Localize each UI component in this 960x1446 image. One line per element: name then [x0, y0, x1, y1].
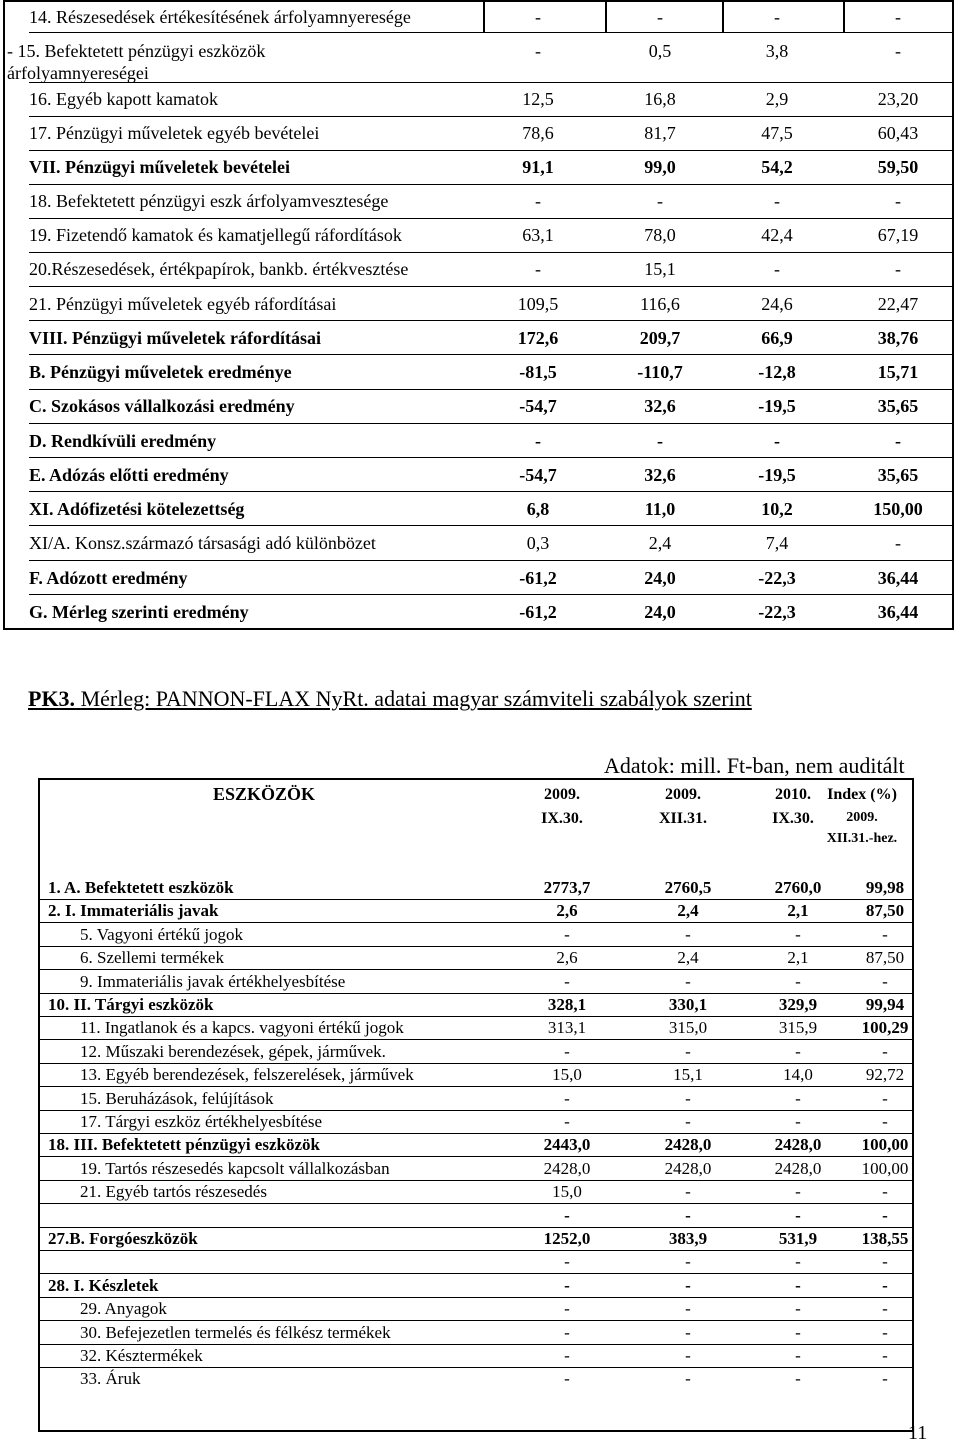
row-label: 14. Részesedések értékesítésének árfolyamnyeresége	[29, 7, 411, 27]
cell-value: 63,1	[522, 225, 554, 245]
cell-value: -	[564, 1346, 570, 1365]
col-header-3-line3: XII.31.-hez.	[826, 831, 898, 846]
table-row	[40, 946, 912, 970]
cell-value: 116,6	[640, 294, 680, 314]
col-header-3-line1: Index (%)	[827, 786, 897, 803]
row-divider	[29, 389, 952, 390]
cell-value: 2,4	[648, 533, 672, 553]
assets-header: ESZKÖZÖK	[213, 784, 316, 804]
cell-value: 2428,0	[664, 1135, 712, 1155]
cell-value: 209,7	[639, 328, 681, 348]
cell-value: -	[795, 1275, 801, 1295]
cell-value: 2428,0	[664, 1158, 712, 1178]
row-divider	[29, 320, 952, 321]
cell-value: -	[535, 431, 541, 451]
cell-value: -	[535, 259, 541, 279]
cell-value: -	[685, 1299, 691, 1319]
row-label: 11. Ingatlanok és a kapcs. vagyoni értékű jogok	[80, 1018, 404, 1038]
cell-value: 24,0	[644, 568, 676, 588]
cell-value: -	[895, 533, 901, 553]
cell-value: 99,98	[865, 878, 905, 897]
cell-value: -	[774, 259, 780, 279]
cell-value: 15,0	[552, 1182, 582, 1202]
row-label: XI/A. Konsz.származó társasági adó különbözet	[29, 533, 376, 553]
table-row	[40, 1274, 912, 1298]
table-row	[40, 1204, 912, 1228]
cell-value: 91,1	[522, 157, 554, 177]
table-row	[40, 1367, 912, 1390]
cell-value: 99,0	[644, 157, 676, 177]
row-divider	[29, 150, 952, 151]
cell-value: 0,5	[648, 41, 672, 61]
cell-value: -19,5	[758, 396, 796, 416]
table-row	[40, 899, 912, 923]
cell-value: 36,44	[877, 568, 919, 588]
cell-value: -	[895, 191, 901, 211]
cell-value: -	[882, 1369, 888, 1389]
cell-value: -	[564, 1299, 570, 1319]
cell-value: -	[895, 41, 901, 61]
row-divider	[29, 423, 952, 424]
cell-value: -	[564, 1205, 570, 1225]
cell-value: 1252,0	[543, 1229, 591, 1248]
row-label: 12. Műszaki berendezések, gépek, járművek.	[80, 1041, 386, 1061]
cell-value: -	[882, 1252, 888, 1272]
section-id: PK3.	[28, 686, 76, 711]
table-row	[40, 1110, 912, 1134]
cell-value: 2,1	[787, 948, 809, 968]
row-divider	[29, 525, 952, 526]
cell-value: 383,9	[668, 1229, 708, 1248]
cell-value: -	[535, 7, 541, 27]
cell-value: -	[882, 1346, 888, 1365]
cell-value: 315,0	[668, 1018, 708, 1038]
cell-value: -	[564, 924, 570, 944]
row-label: 33. Áruk	[80, 1369, 141, 1389]
row-label: 30. Befejezetlen termelés és félkész termékek	[80, 1322, 391, 1342]
cell-value: 2760,0	[774, 878, 822, 897]
cell-value: -	[685, 1252, 691, 1272]
row-label-continued: árfolyamnyereségei	[7, 63, 149, 83]
table-row	[40, 1157, 912, 1181]
cell-value: 67,19	[877, 225, 919, 245]
cell-value: 78,6	[522, 123, 554, 143]
cell-value: 99,94	[865, 995, 905, 1014]
cell-value: 24,0	[644, 602, 676, 622]
cell-value: 6,8	[526, 499, 550, 519]
table-row	[40, 1180, 912, 1204]
cell-value: -	[795, 1182, 801, 1202]
cell-value: -54,7	[519, 465, 557, 485]
cell-value: 2443,0	[543, 1135, 591, 1155]
row-label: 27.B. Forgóeszközök	[48, 1229, 198, 1248]
row-label: 16. Egyéb kapott kamatok	[29, 89, 218, 109]
cell-value: 328,1	[547, 995, 587, 1014]
cell-value: -22,3	[758, 568, 796, 588]
row-divider	[29, 32, 952, 33]
cell-value: -61,2	[519, 602, 557, 622]
cell-value: 16,8	[644, 89, 676, 109]
cell-value: 329,9	[778, 995, 818, 1014]
row-label: 19. Fizetendő kamatok és kamatjellegű ráfordítások	[29, 225, 402, 245]
row-divider	[29, 491, 952, 492]
cell-value: -81,5	[519, 362, 557, 382]
row-label: 10. II. Tárgyi eszközök	[48, 995, 214, 1014]
table-row	[40, 993, 912, 1017]
cell-value: 0,3	[526, 533, 550, 553]
cell-value: 59,50	[877, 157, 919, 177]
cell-value: -	[657, 191, 663, 211]
cell-value: -54,7	[519, 396, 557, 416]
row-label: 15. Beruházások, felújítások	[80, 1088, 274, 1108]
row-label: F. Adózott eredmény	[29, 568, 188, 588]
cell-value: 35,65	[877, 465, 919, 485]
cell-value: 2760,5	[664, 878, 712, 897]
cell-value: 313,1	[547, 1018, 587, 1038]
cell-value: -22,3	[758, 602, 796, 622]
row-label: 28. I. Készletek	[48, 1275, 159, 1295]
cell-value: -	[795, 1369, 801, 1389]
cell-value: -	[685, 924, 691, 944]
row-label: 18. Befektetett pénzügyi eszk árfolyamvesztesége	[29, 191, 389, 211]
row-label: 29. Anyagok	[80, 1299, 167, 1319]
cell-value: -	[895, 7, 901, 27]
cell-value: 12,5	[522, 89, 554, 109]
cell-value: 2,1	[787, 901, 809, 921]
section-title: Mérleg: PANNON-FLAX NyRt. adatai magyar számviteli szabályok szerint	[80, 686, 752, 711]
row-label: 17. Pénzügyi műveletek egyéb bevételei	[29, 123, 320, 143]
cell-value: 100,00	[861, 1135, 909, 1155]
table-row	[40, 1297, 912, 1321]
col-header-1-line2: XII.31.	[658, 810, 707, 827]
row-divider	[29, 184, 952, 185]
cell-value: -12,8	[758, 362, 796, 382]
row-divider	[29, 286, 952, 287]
cell-value: 2,9	[765, 89, 789, 109]
cell-value: 2773,7	[543, 878, 591, 897]
cell-value: 2428,0	[774, 1158, 822, 1178]
cell-value: -	[882, 1182, 888, 1202]
row-label: - 15. Befektetett pénzügyi eszközök	[7, 41, 266, 61]
row-label: 21. Egyéb tartós részesedés	[80, 1182, 267, 1202]
cell-value: 15,71	[877, 362, 919, 382]
row-label: 21. Pénzügyi műveletek egyéb ráfordításai	[29, 294, 337, 314]
row-divider	[29, 594, 952, 595]
cell-value: 7,4	[765, 533, 789, 553]
cell-value: 10,2	[761, 499, 793, 519]
cell-value: -	[685, 1088, 691, 1108]
row-label: 18. III. Befektetett pénzügyi eszközök	[48, 1135, 320, 1155]
row-label: E. Adózás előtti eredmény	[29, 465, 229, 485]
row-label: B. Pénzügyi műveletek eredménye	[29, 362, 292, 382]
cell-value: 531,9	[778, 1229, 818, 1248]
cell-value: 35,65	[877, 396, 919, 416]
table-row	[40, 1250, 912, 1274]
col-header-1-line1: 2009.	[665, 786, 701, 803]
cell-value: 3,8	[765, 41, 789, 61]
row-label: 9. Immateriális javak értékhelyesbítése	[80, 971, 346, 991]
cell-value: -	[795, 1252, 801, 1272]
cell-value: -61,2	[519, 568, 557, 588]
cell-value: -	[795, 1299, 801, 1319]
cell-value: -	[882, 924, 888, 944]
row-label: 32. Késztermékek	[80, 1346, 203, 1365]
cell-value: 330,1	[668, 995, 708, 1014]
row-label: D. Rendkívüli eredmény	[29, 431, 217, 451]
cell-value: -	[882, 1205, 888, 1225]
cell-value: -	[882, 1112, 888, 1131]
table-row	[40, 970, 912, 994]
cell-value: -	[795, 1112, 801, 1131]
row-label: G. Mérleg szerinti eredmény	[29, 602, 249, 622]
row-label: 20.Részesedések, értékpapírok, bankb. értékvesztése	[29, 259, 409, 279]
cell-value: -	[774, 191, 780, 211]
cell-value: -	[685, 1346, 691, 1365]
cell-value: 38,76	[877, 328, 919, 348]
row-divider	[29, 354, 952, 355]
cell-value: 15,1	[644, 259, 676, 279]
cell-value: -	[882, 1322, 888, 1342]
cell-value: -	[795, 1041, 801, 1061]
col-header-0-line1: 2009.	[544, 786, 580, 803]
cell-value: 2,6	[556, 948, 578, 968]
cell-value: -	[685, 1369, 691, 1389]
cell-value: -	[685, 1112, 691, 1131]
row-divider	[29, 218, 952, 219]
table-row	[40, 876, 912, 900]
cell-value: -19,5	[758, 465, 796, 485]
cell-value: 172,6	[517, 328, 559, 348]
cell-value: 87,50	[865, 948, 905, 968]
cell-value: 54,2	[761, 157, 793, 177]
cell-value: -	[882, 1041, 888, 1061]
cell-value: -	[882, 1275, 888, 1295]
cell-value: -	[564, 1369, 570, 1389]
cell-value: 42,4	[761, 225, 793, 245]
cell-value: -	[564, 971, 570, 991]
cell-value: 2428,0	[543, 1158, 591, 1178]
cell-value: 2,4	[677, 948, 699, 968]
cell-value: 100,29	[861, 1018, 909, 1038]
section-heading	[28, 686, 752, 712]
cell-value: -	[882, 971, 888, 991]
cell-value: 2,6	[556, 901, 578, 921]
cell-value: -	[795, 924, 801, 944]
cell-value: -	[685, 1205, 691, 1225]
cell-value: -	[882, 1088, 888, 1108]
cell-value: 36,44	[877, 602, 919, 622]
cell-value: 14,0	[783, 1065, 813, 1085]
cell-value: -	[535, 41, 541, 61]
cell-value: 66,9	[761, 328, 793, 348]
cell-value: 109,5	[517, 294, 559, 314]
table-row	[40, 1063, 912, 1087]
table-row	[40, 1227, 912, 1251]
row-divider	[29, 560, 952, 561]
cell-value: -	[882, 1299, 888, 1319]
col-header-2-line2: IX.30.	[772, 810, 814, 827]
row-label: VIII. Pénzügyi műveletek ráfordításai	[29, 328, 321, 348]
col-header-2-line1: 2010.	[775, 786, 811, 803]
cell-value: -	[795, 1205, 801, 1225]
cell-value: 138,55	[861, 1229, 909, 1248]
col-header-3-line2: 2009.	[846, 810, 878, 825]
row-divider	[29, 457, 952, 458]
table-row	[40, 1040, 912, 1064]
cell-value: 78,0	[644, 225, 676, 245]
income-statement-table	[3, 0, 954, 630]
row-label: 6. Szellemi termékek	[80, 948, 224, 968]
cell-value: -	[774, 7, 780, 27]
row-label: 2. I. Immateriális javak	[48, 901, 219, 921]
cell-value: -110,7	[637, 362, 683, 382]
table-row	[40, 923, 912, 947]
cell-value: 15,1	[673, 1065, 703, 1085]
cell-value: 15,0	[552, 1065, 582, 1085]
table-row	[40, 1016, 912, 1040]
table-row	[40, 1133, 912, 1157]
cell-value: -	[564, 1088, 570, 1108]
col-header-0-line2: IX.30.	[541, 810, 583, 827]
cell-value: 32,6	[644, 465, 676, 485]
cell-value: -	[685, 1322, 691, 1342]
cell-value: 81,7	[644, 123, 676, 143]
cell-value: 60,43	[877, 123, 919, 143]
table-row	[40, 1344, 912, 1368]
row-label: 19. Tartós részesedés kapcsolt vállalkozásban	[80, 1158, 390, 1178]
cell-value: -	[774, 431, 780, 451]
cell-value: -	[795, 1088, 801, 1108]
cell-value: -	[564, 1275, 570, 1295]
cell-value: 23,20	[877, 89, 919, 109]
row-label: 17. Tárgyi eszköz értékhelyesbítése	[80, 1112, 323, 1131]
row-label: 1. A. Befektetett eszközök	[48, 878, 234, 897]
row-divider	[29, 252, 952, 253]
cell-value: 92,72	[865, 1065, 905, 1085]
row-label: 5. Vagyoni értékű jogok	[80, 924, 244, 944]
cell-value: -	[685, 1275, 691, 1295]
cell-value: -	[685, 1041, 691, 1061]
row-label: C. Szokásos vállalkozási eredmény	[29, 396, 295, 416]
cell-value: 315,9	[778, 1018, 818, 1038]
row-label: 13. Egyéb berendezések, felszerelések, járművek	[80, 1065, 414, 1085]
table-row	[40, 1087, 912, 1111]
cell-value: 100,00	[861, 1158, 909, 1178]
cell-value: 22,47	[877, 294, 919, 314]
cell-value: -	[685, 971, 691, 991]
cell-value: -	[657, 7, 663, 27]
cell-value: -	[685, 1182, 691, 1202]
row-label: XI. Adófizetési kötelezettség	[29, 499, 245, 519]
cell-value: 2,4	[677, 901, 699, 921]
cell-value: -	[795, 1322, 801, 1342]
cell-value: -	[564, 1041, 570, 1061]
cell-value: -	[795, 1346, 801, 1365]
row-label: VII. Pénzügyi műveletek bevételei	[29, 157, 290, 177]
row-divider	[29, 82, 952, 83]
cell-value: -	[795, 971, 801, 991]
cell-value: 24,6	[761, 294, 793, 314]
cell-value: 32,6	[644, 396, 676, 416]
cell-value: -	[564, 1322, 570, 1342]
cell-value: 2428,0	[774, 1135, 822, 1155]
cell-value: -	[535, 191, 541, 211]
page-number: 11	[908, 1422, 928, 1444]
data-note: Adatok: mill. Ft-ban, nem auditált	[604, 753, 905, 778]
cell-value: -	[564, 1252, 570, 1272]
cell-value: -	[564, 1112, 570, 1131]
cell-value: -	[895, 259, 901, 279]
cell-value: -	[657, 431, 663, 451]
cell-value: 87,50	[865, 901, 905, 921]
cell-value: 150,00	[873, 499, 923, 519]
cell-value: 11,0	[644, 499, 676, 519]
cell-value: -	[895, 431, 901, 451]
cell-value: 47,5	[761, 123, 793, 143]
row-divider	[29, 116, 952, 117]
table-row	[40, 1321, 912, 1345]
